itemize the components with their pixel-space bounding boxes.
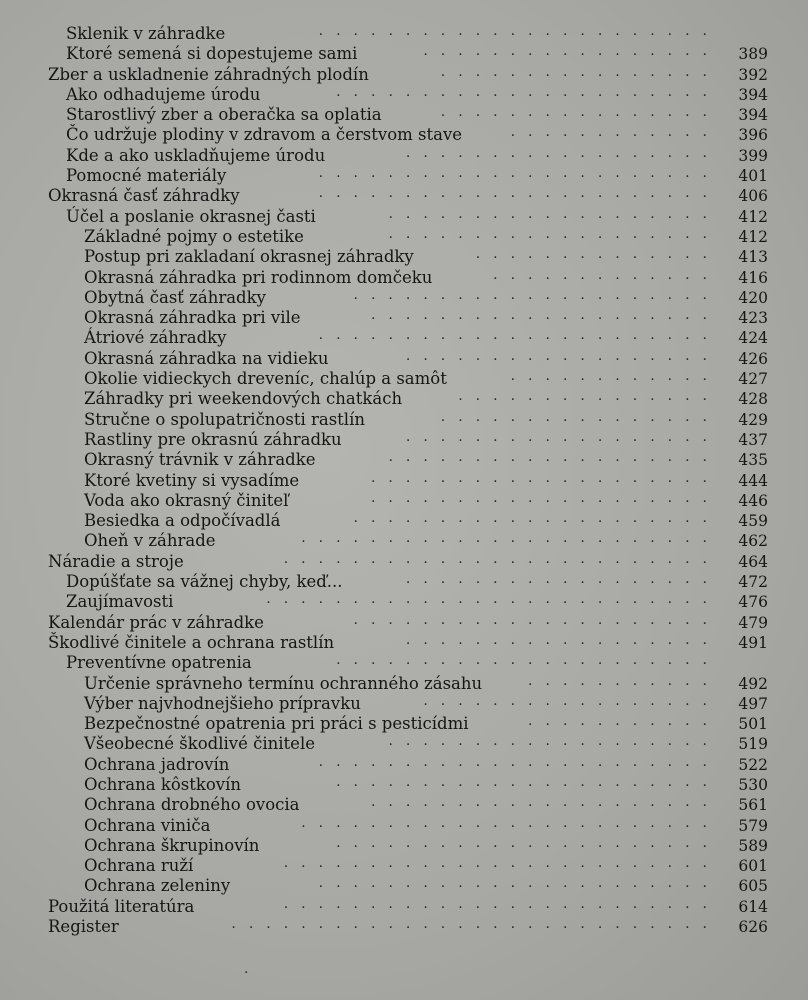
toc-entry-title: Ochrana škrupinovín <box>84 835 260 855</box>
toc-leader-dots: ................... <box>388 449 720 466</box>
toc-entry-title: Zber a uskladnenie záhradných plodín <box>48 64 369 84</box>
toc-entry-title: Použitá literatúra <box>48 896 195 916</box>
toc-leader-dots: ............ <box>510 368 720 385</box>
toc-entry-page: 519 <box>738 735 768 754</box>
toc-leader-dots: .................. <box>405 428 720 445</box>
toc-leader-dots: ........................ <box>301 814 720 831</box>
toc-leader-dots: ................... <box>388 205 720 222</box>
toc-entry-page: 579 <box>738 816 768 835</box>
toc-entry-page: 416 <box>738 268 768 287</box>
toc-entry-title: Ochrana drobného ovocia <box>84 795 300 815</box>
toc-entry-page: 476 <box>738 593 768 612</box>
toc-entry-page: 589 <box>738 836 768 855</box>
toc-entry-page: 614 <box>738 897 768 916</box>
toc-leader-dots: .................... <box>370 489 720 506</box>
toc-leader-dots: ................. <box>423 692 720 709</box>
toc-entry-title: Kalendár prác v záhradke <box>48 612 264 632</box>
toc-entry-page: 389 <box>738 45 768 64</box>
toc-entry-title: Základné pojmy o estetike <box>84 226 304 246</box>
toc-leader-dots: ...................... <box>336 834 720 851</box>
toc-entry-page: 429 <box>738 410 768 429</box>
toc-entry-title: Všeobecné škodlivé činitele <box>84 734 315 754</box>
toc-entry-page: 428 <box>738 390 768 409</box>
toc-entry-title: Okolie vidieckych dreveníc, chalúp a samôt <box>84 369 447 389</box>
toc-entry-title: Ochrana kôstkovín <box>84 774 242 794</box>
toc-leader-dots: ............................ <box>231 916 720 933</box>
toc-entry-page: 459 <box>738 512 768 531</box>
toc-entry-title: Rastliny pre okrasnú záhradku <box>84 429 342 449</box>
toc-entry-title: Postup pri zakladaní okrasnej záhradky <box>84 247 414 267</box>
toc-entry-page: 492 <box>738 674 768 693</box>
toc-entry-page: 446 <box>738 491 768 510</box>
toc-entry-page: 435 <box>738 451 768 470</box>
toc-leader-dots: .......................... <box>266 591 720 608</box>
toc-entry-page: 392 <box>738 65 768 84</box>
toc-entry-title: Dopúšťate sa vážnej chyby, keď... <box>66 572 343 592</box>
toc-entry-page: 491 <box>738 633 768 652</box>
toc-entry-page: 530 <box>738 775 768 794</box>
toc-entry-page: 561 <box>738 796 768 815</box>
toc-entry-title: Ochrana zeleniny <box>84 876 231 896</box>
toc-entry-title: Okrasná záhradka na vidieku <box>84 348 329 368</box>
toc-leader-dots: ...................... <box>336 652 720 669</box>
toc-entry-title: Ako odhadujeme úrodu <box>66 84 261 104</box>
toc-entry-title: Ochrana viniča <box>84 815 211 835</box>
toc-entry-title: Átriové záhradky <box>84 328 227 348</box>
toc-entry-page: 501 <box>738 715 768 734</box>
toc-entry-page: 394 <box>738 85 768 104</box>
toc-entry-title: Ochrana ruží <box>84 856 194 876</box>
toc-entry-title: Oheň v záhrade <box>84 531 216 551</box>
toc-leader-dots: ..................... <box>353 510 720 527</box>
toc-entry-title: Okrasná záhradka pri rodinnom domčeku <box>84 267 433 287</box>
toc-entry-title: Čo udržuje plodiny v zdravom a čerstvom stave <box>66 125 463 145</box>
table-of-contents <box>0 24 808 937</box>
toc-leader-dots: ....................... <box>318 185 720 202</box>
toc-entry-title: Škodlivé činitele a ochrana rastlín <box>48 632 335 652</box>
toc-entry-page: 437 <box>738 430 768 449</box>
toc-leader-dots: ........................ <box>301 530 720 547</box>
toc-entry-title: Starostlivý zber a oberačka sa oplatia <box>66 105 382 125</box>
toc-entry-title: Okrasná časť záhradky <box>48 186 240 206</box>
toc-entry-title: Ochrana jadrovín <box>84 754 230 774</box>
toc-leader-dots: ....................... <box>318 165 720 182</box>
toc-entry-title: Výber najvhodnejšieho prípravku <box>84 693 361 713</box>
toc-entry-title: Ktoré kvetiny si vysadíme <box>84 470 300 490</box>
toc-entry-page: 462 <box>738 532 768 551</box>
toc-entry-page: 412 <box>738 207 768 226</box>
toc-entry-page: 497 <box>738 694 768 713</box>
toc-leader-dots: .................... <box>370 307 720 324</box>
toc-entry-page: 522 <box>738 755 768 774</box>
toc-leader-dots: ............... <box>458 388 720 405</box>
toc-leader-dots: ............ <box>510 124 720 141</box>
toc-entry-title: Účel a poslanie okrasnej časti <box>66 206 316 226</box>
toc-entry-title: Voda ako okrasný činiteľ <box>84 490 289 510</box>
toc-entry-title: Určenie správneho termínu ochranného zásahu <box>84 673 483 693</box>
toc-entry-page: 396 <box>738 126 768 145</box>
toc-leader-dots: .................... <box>370 469 720 486</box>
toc-entry-title: Pomocné materiály <box>66 166 227 186</box>
toc-leader-dots: .............. <box>475 246 720 263</box>
toc-entry-page: 427 <box>738 370 768 389</box>
toc-leader-dots: ....................... <box>318 327 720 344</box>
toc-entry-title: Preventívne opatrenia <box>66 653 252 673</box>
toc-leader-dots: .................. <box>405 144 720 161</box>
toc-leader-dots: ......................... <box>283 550 720 567</box>
toc-entry-page: 605 <box>738 877 768 896</box>
toc-leader-dots: ....................... <box>318 875 720 892</box>
toc-entry-title: Sklenik v záhradke <box>66 24 226 43</box>
toc-leader-dots: ................. <box>423 43 720 60</box>
toc-entry-page: 412 <box>738 227 768 246</box>
toc-entry-page: 420 <box>738 288 768 307</box>
toc-leader-dots: ........... <box>528 713 720 730</box>
toc-entry-page: 464 <box>738 552 768 571</box>
toc-leader-dots: .................. <box>405 571 720 588</box>
toc-entry-title: Zaujímavosti <box>66 592 174 612</box>
toc-leader-dots: ................ <box>440 104 720 121</box>
toc-entry-title: Bezpečnostné opatrenia pri práci s pesticídmi <box>84 714 469 734</box>
toc-leader-dots: .................. <box>405 631 720 648</box>
toc-leader-dots: ..................... <box>353 611 720 628</box>
toc-leader-dots: ...................... <box>336 773 720 790</box>
toc-leader-dots: .................. <box>405 347 720 364</box>
toc-entry-page: 424 <box>738 329 768 348</box>
toc-entry-page: 626 <box>738 918 768 937</box>
toc-leader-dots: ..................... <box>353 286 720 303</box>
toc-entry-title: Register <box>48 917 119 937</box>
toc-leader-dots: ................... <box>388 733 720 750</box>
toc-entry-page: 399 <box>738 146 768 165</box>
toc-entry-page: 401 <box>738 167 768 186</box>
toc-leader-dots: ......................... <box>283 895 720 912</box>
toc-entry-page: 423 <box>738 309 768 328</box>
toc-leader-dots: .................... <box>370 794 720 811</box>
toc-entry-title: Okrasná záhradka pri vile <box>84 308 301 328</box>
toc-leader-dots: ....................... <box>318 753 720 770</box>
toc-entry-title: Okrasný trávnik v záhradke <box>84 450 316 470</box>
toc-entry-page: 479 <box>738 613 768 632</box>
toc-leader-dots: ............. <box>493 266 720 283</box>
toc-entry-page: 406 <box>738 187 768 206</box>
toc-leader-dots: ................ <box>440 63 720 80</box>
toc-entry-page: 394 <box>738 106 768 125</box>
toc-leader-dots: ................ <box>440 408 720 425</box>
toc-entry-page: 601 <box>738 857 768 876</box>
toc-entry-title: Stručne o spolupatričnosti rastlín <box>84 409 365 429</box>
toc-entry-title: Kde a ako uskladňujeme úrodu <box>66 145 326 165</box>
toc-entry-title: Záhradky pri weekendových chatkách <box>84 389 403 409</box>
toc-entry <box>0 917 808 937</box>
toc-leader-dots: ......................... <box>283 855 720 872</box>
stray-dot: . <box>244 961 249 977</box>
toc-entry-title: Náradie a stroje <box>48 551 184 571</box>
toc-entry-page: 426 <box>738 349 768 368</box>
toc-leader-dots: ........... <box>528 672 720 689</box>
toc-leader-dots: ................... <box>388 225 720 242</box>
toc-entry-title: Besiedka a odpočívadlá <box>84 511 281 531</box>
toc-entry-title: Ktoré semená si dopestujeme sami <box>66 44 358 64</box>
toc-entry-title: Obytná časť záhradky <box>84 287 266 307</box>
toc-entry-page: 472 <box>738 573 768 592</box>
toc-entry-page: 413 <box>738 248 768 267</box>
toc-leader-dots: ....................... <box>318 23 720 39</box>
toc-entry-page: 444 <box>738 471 768 490</box>
toc-leader-dots: ...................... <box>336 83 720 100</box>
